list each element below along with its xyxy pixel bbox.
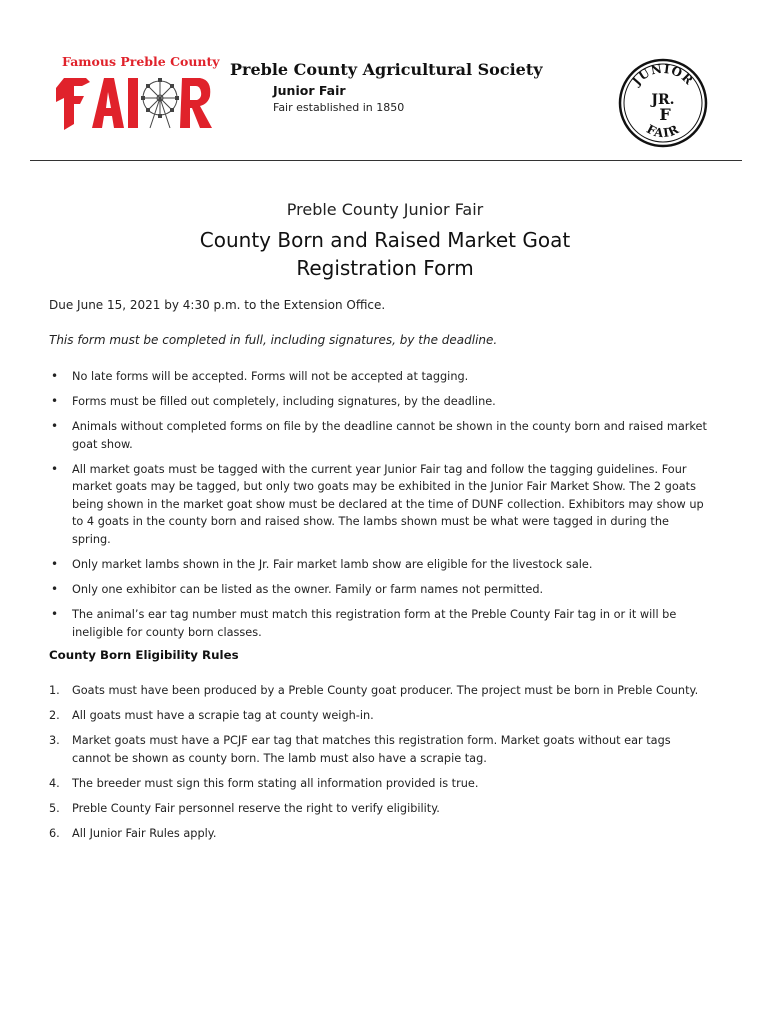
seal-bottom-text: FAIR [644, 121, 682, 141]
eligibility-rules-list [49, 682, 709, 850]
list-item [49, 775, 709, 793]
form-title-line-1: County Born and Raised Market Goat [199, 228, 571, 252]
list-item: • The animal’s ear tag number must match this registration form at the Preble County Fair tag in or it will be ineligible for county born classes. [49, 606, 709, 641]
org-subtitle: Junior Fair [273, 83, 346, 98]
list-item: • All market goats must be tagged with the current year Junior Fair tag and follow the tagging guidelines. Four market goats may be tagged, but only two goats may be exhibited in the Junior Fair Market Show. The 2 goats being shown in the market goat show must be declared at the time of DUNF collection. Exhibitors may show up to 4 goats in the county born and raised show. The lambs shown must be what were tagged in during the spring. [49, 461, 709, 549]
rule-number: 1. [49, 684, 60, 697]
seal-top-text: JUNIOR [629, 61, 697, 88]
list-item: • Animals without completed forms on file by the deadline cannot be shown in the county born and raised market goat show. [49, 418, 709, 453]
rule-text: All goats must have a scrapie tag at county weigh-in. [72, 709, 374, 723]
rule-text: Goats must have been produced by a Preble County goat producer. The project must be born in Preble County. [72, 684, 699, 697]
junior-fair-seal [618, 58, 708, 148]
list-item [49, 800, 709, 818]
rule-number: 2. [49, 709, 60, 723]
rule-number: 3. [49, 734, 60, 748]
rule-number: 4. [49, 776, 60, 790]
org-established: Fair established in 1850 [273, 101, 405, 114]
rule-text: All Junior Fair Rules apply. [72, 826, 217, 840]
completion-note: This form must be completed in full, including signatures, by the deadline. [49, 333, 498, 347]
rules-heading: County Born Eligibility Rules [49, 648, 239, 662]
form-subtitle: Preble County Junior Fair [286, 200, 484, 219]
list-item [49, 825, 709, 843]
org-title: Preble County Agricultural Society [230, 60, 543, 79]
svg-text:FAIR [644, 122, 681, 141]
seal-center-jr: JR. [651, 92, 675, 108]
fair-logo [52, 52, 220, 137]
fair-logo-graphic [52, 68, 217, 136]
rule-number: 5. [49, 801, 60, 815]
requirements-list [49, 368, 709, 649]
header-divider [30, 160, 742, 161]
list-item: • Only one exhibitor can be listed as the owner. Family or farm names not permitted. [49, 581, 709, 599]
seal-center-f: F [659, 105, 671, 124]
rule-text: Preble County Fair personnel reserve the right to verify eligibility. [72, 801, 440, 815]
list-item [49, 682, 709, 700]
org-heading [230, 60, 543, 114]
list-item [49, 732, 709, 767]
rule-text: Market goats must have a PCJF ear tag that matches this registration form. Market goats without ear tags cannot be shown as county born. The lamb must also have a scrapie tag. [72, 734, 671, 765]
form-title [0, 226, 770, 282]
list-item [49, 707, 709, 725]
list-item: • Only market lambs shown in the Jr. Fair market lamb show are eligible for the livestock sale. [49, 556, 709, 574]
rule-number: 6. [49, 826, 60, 840]
list-item: • Forms must be filled out completely, including signatures, by the deadline. [49, 393, 709, 411]
due-date-text: Due June 15, 2021 by 4:30 p.m. to the Extension Office. [49, 298, 386, 312]
list-item: • No late forms will be accepted. Forms will not be accepted at tagging. [49, 368, 709, 386]
form-title-line-2: Registration Form [296, 256, 474, 280]
logo-tagline: Famous Preble County [62, 54, 220, 69]
rule-text: The breeder must sign this form stating all information provided is true. [72, 776, 479, 790]
